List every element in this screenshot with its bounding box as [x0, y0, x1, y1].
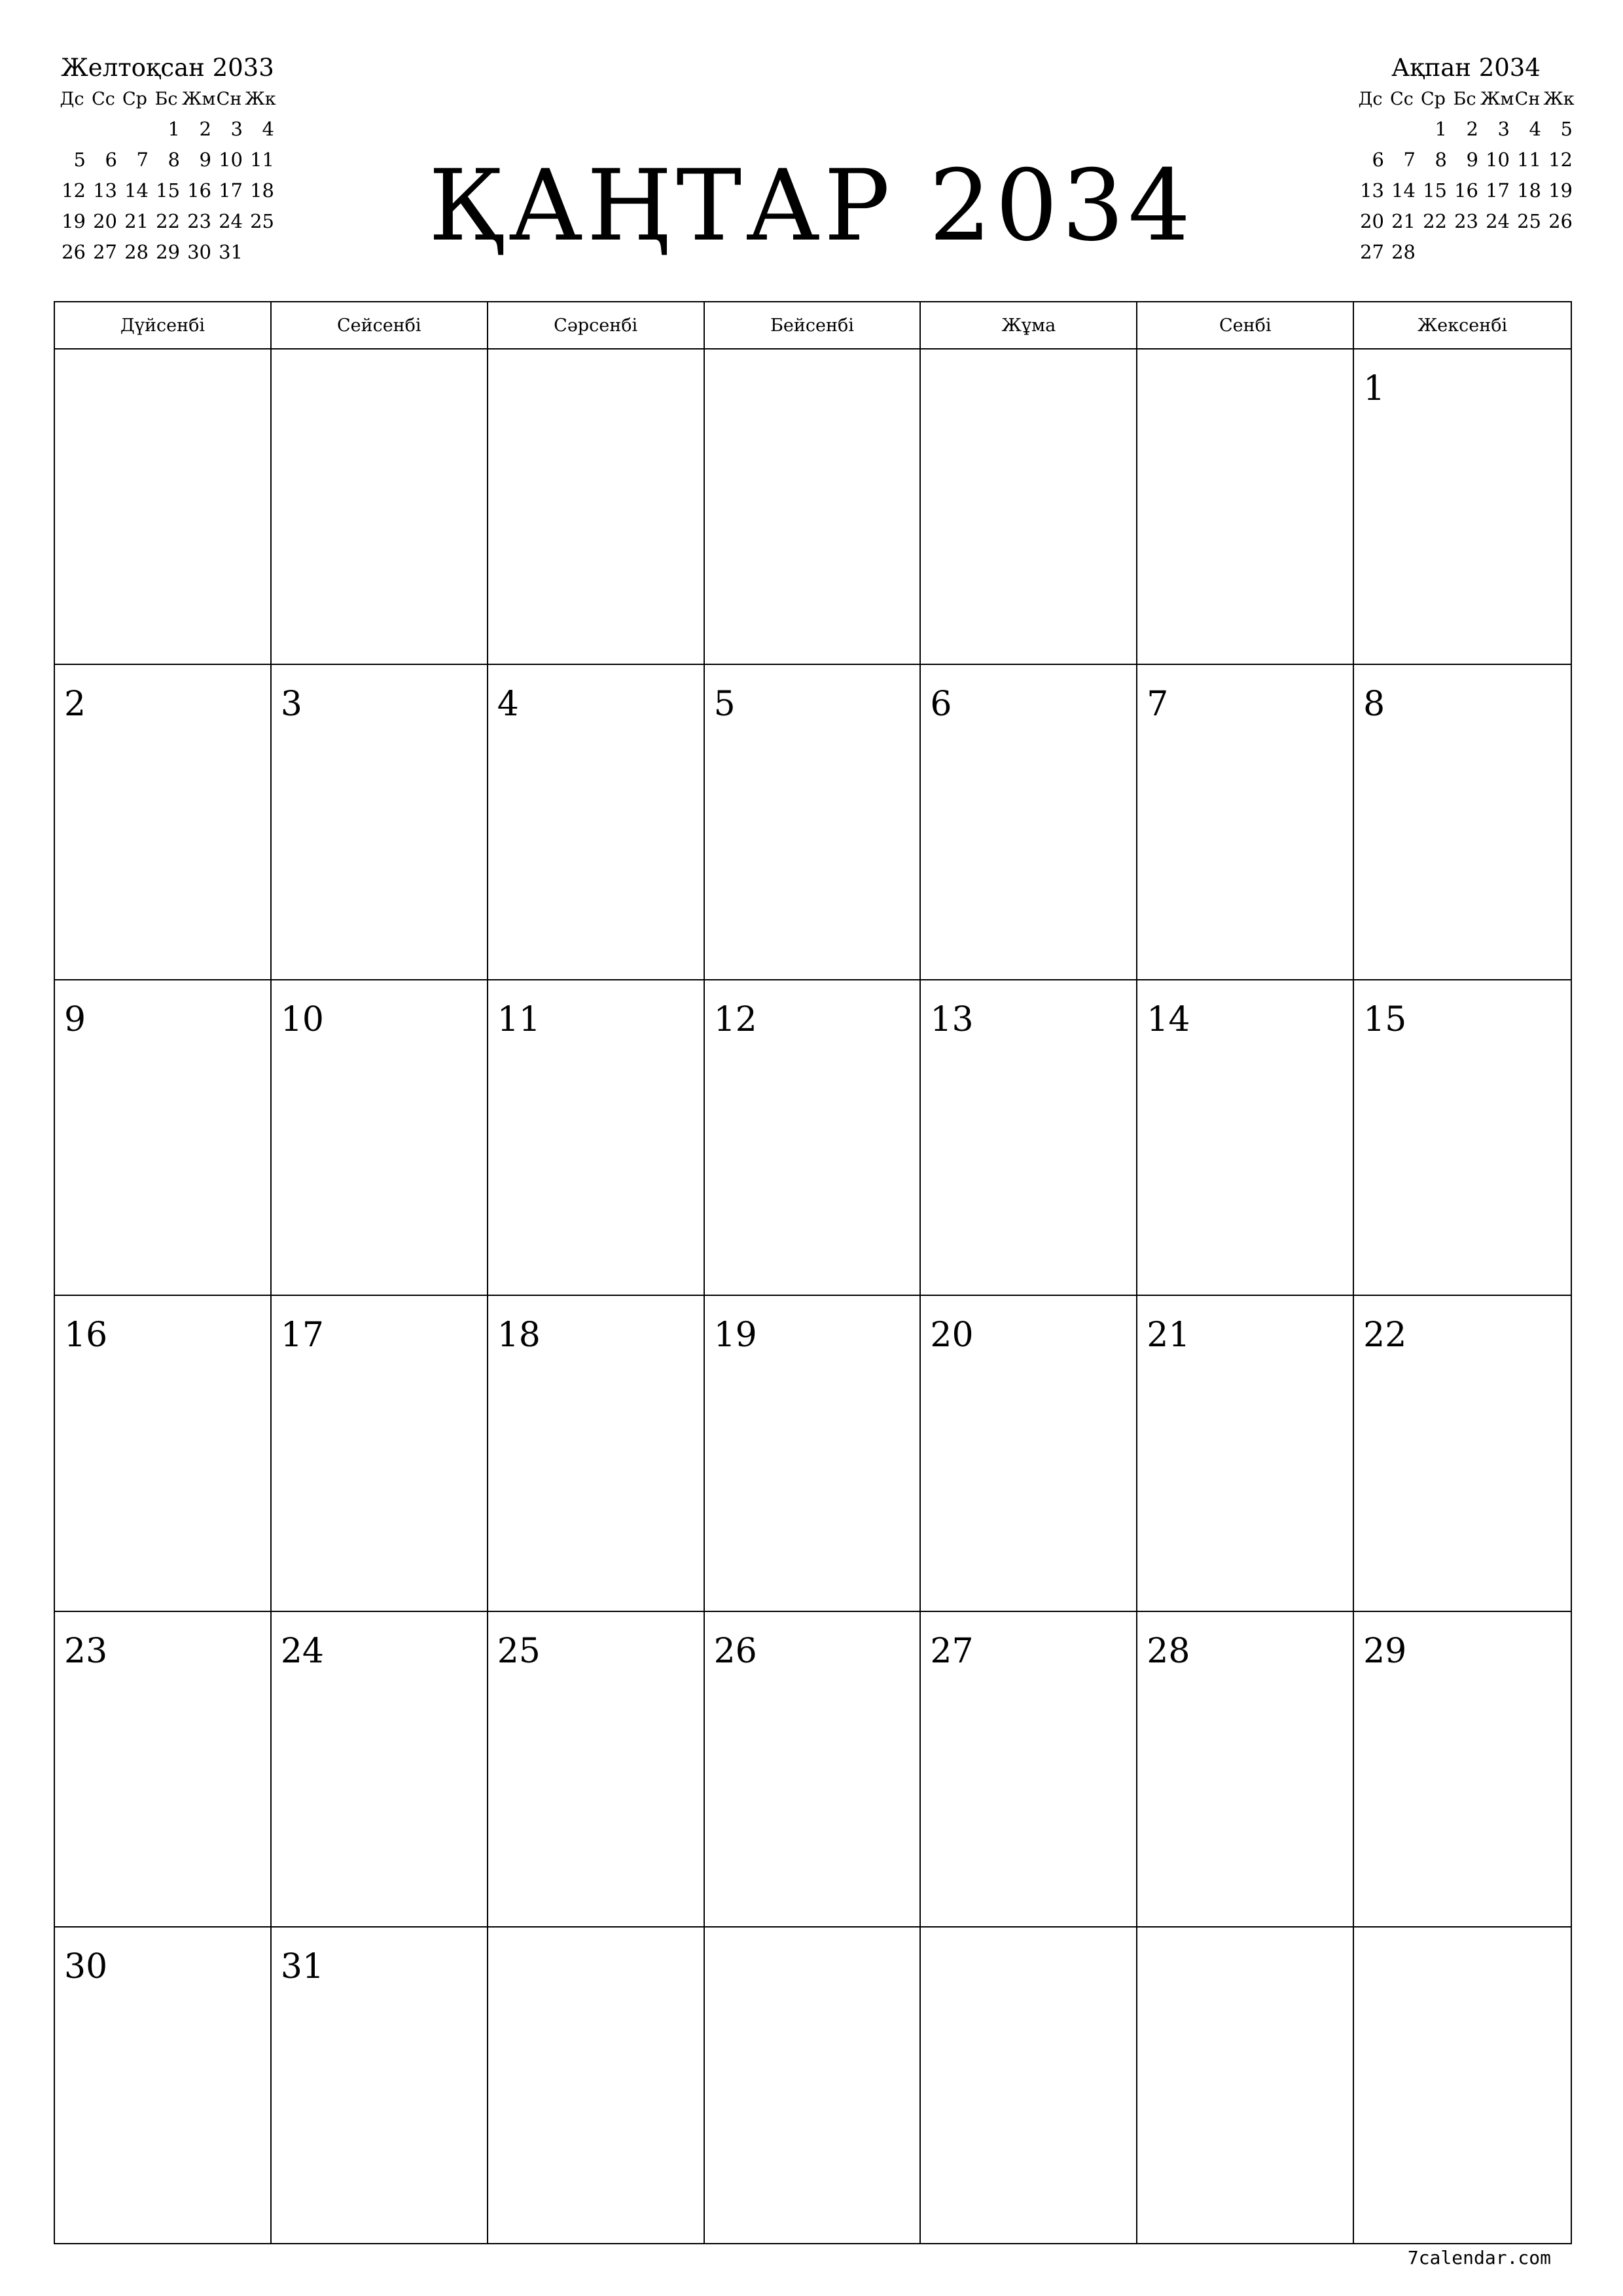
mini-day: 4 — [1529, 118, 1541, 140]
mini-day — [1480, 237, 1512, 268]
day-number: 6 — [930, 685, 952, 725]
next-weekday-label: Сс — [1390, 89, 1414, 109]
day-cell[interactable] — [1137, 350, 1354, 665]
mini-day: 24 — [1486, 210, 1510, 232]
mini-day — [1418, 237, 1449, 268]
day-cell[interactable] — [488, 1296, 705, 1611]
next-weekday-label: Дс — [1358, 89, 1383, 109]
day-number: 3 — [280, 685, 302, 725]
mini-day — [1449, 237, 1480, 268]
mini-day: 25 — [250, 210, 274, 232]
mini-day: 9 — [1466, 149, 1478, 171]
next-weekday-label: Бс — [1453, 89, 1476, 109]
day-cell[interactable] — [705, 665, 921, 980]
day-cell[interactable] — [55, 1612, 272, 1928]
day-number: 2 — [64, 685, 86, 725]
mini-day: 25 — [1517, 210, 1541, 232]
mini-day: 3 — [230, 118, 243, 140]
day-number: 11 — [497, 1000, 541, 1040]
mini-day: 18 — [250, 179, 274, 202]
weekday-header-friday: Жұма — [921, 302, 1137, 350]
mini-day: 22 — [1423, 210, 1447, 232]
mini-day: 19 — [62, 210, 86, 232]
mini-day: 5 — [73, 149, 86, 171]
weekday-header-thursday: Бейсенбі — [705, 302, 921, 350]
day-number: 26 — [713, 1631, 757, 1671]
day-cell[interactable] — [272, 1928, 488, 2243]
mini-day: 4 — [262, 118, 274, 140]
weekday-header-saturday: Сенбі — [1137, 302, 1354, 350]
mini-day: 6 — [105, 149, 117, 171]
mini-week-row — [1355, 237, 1577, 268]
weekday-header-sunday: Жексенбі — [1354, 302, 1571, 350]
mini-day: 14 — [124, 179, 149, 202]
day-cell[interactable] — [921, 1296, 1137, 1611]
day-number: 12 — [713, 1000, 757, 1040]
day-number: 18 — [497, 1316, 541, 1355]
mini-day: 24 — [219, 210, 243, 232]
mini-day: 12 — [1548, 149, 1573, 171]
mini-week-row — [1355, 175, 1577, 206]
day-cell[interactable] — [921, 980, 1137, 1296]
mini-day: 6 — [1372, 149, 1384, 171]
day-cell[interactable] — [705, 1296, 921, 1611]
mini-day: 3 — [1497, 118, 1510, 140]
mini-day: 2 — [199, 118, 211, 140]
day-cell[interactable] — [1137, 1928, 1354, 2243]
day-cell[interactable] — [488, 1612, 705, 1928]
mini-day: 28 — [1391, 241, 1416, 263]
mini-day: 17 — [1486, 179, 1510, 202]
mini-day: 26 — [62, 241, 86, 263]
day-cell[interactable] — [272, 350, 488, 665]
mini-day: 26 — [1548, 210, 1573, 232]
mini-day — [56, 114, 88, 145]
page-title: ҚАҢТАР 2034 — [428, 149, 1195, 263]
day-number: 16 — [64, 1316, 108, 1355]
mini-day: 11 — [250, 149, 274, 171]
mini-day — [1543, 237, 1575, 268]
day-number: 8 — [1363, 685, 1385, 725]
day-cell[interactable] — [921, 1928, 1137, 2243]
mini-day: 15 — [1423, 179, 1447, 202]
day-cell[interactable] — [55, 980, 272, 1296]
mini-day: 23 — [1454, 210, 1478, 232]
mini-day: 31 — [219, 241, 243, 263]
day-number: 13 — [930, 1000, 974, 1040]
day-cell[interactable] — [488, 1928, 705, 2243]
day-cell[interactable] — [272, 1296, 488, 1611]
day-number: 14 — [1147, 1000, 1190, 1040]
mini-day: 22 — [156, 210, 180, 232]
mini-day: 9 — [199, 149, 211, 171]
day-number: 17 — [280, 1316, 325, 1355]
next-month-days — [1355, 114, 1577, 268]
day-cell[interactable] — [272, 1612, 488, 1928]
day-number: 10 — [280, 1000, 325, 1040]
day-cell[interactable] — [1354, 1612, 1571, 1928]
mini-day — [1512, 237, 1543, 268]
next-month-mini-calendar — [1355, 51, 1577, 268]
mini-day: 18 — [1517, 179, 1541, 202]
day-number: 7 — [1147, 685, 1169, 725]
mini-day: 28 — [124, 241, 149, 263]
day-cell[interactable] — [488, 350, 705, 665]
mini-day: 11 — [1517, 149, 1541, 171]
day-cell[interactable] — [921, 665, 1137, 980]
mini-week-row — [1355, 114, 1577, 145]
day-cell[interactable] — [272, 665, 488, 980]
prev-weekday-label: Сс — [92, 89, 115, 109]
mini-day: 2 — [1466, 118, 1478, 140]
day-cell[interactable] — [55, 1296, 272, 1611]
mini-day: 13 — [1360, 179, 1384, 202]
mini-day: 7 — [1403, 149, 1416, 171]
mini-day: 21 — [124, 210, 149, 232]
day-cell[interactable] — [488, 665, 705, 980]
day-number: 25 — [497, 1631, 541, 1671]
weekday-header-wednesday: Сәрсенбі — [488, 302, 705, 350]
site-credit: 7calendar.com — [1407, 2247, 1551, 2269]
day-cell[interactable] — [705, 350, 921, 665]
mini-day — [88, 114, 119, 145]
mini-day: 10 — [1486, 149, 1510, 171]
prev-weekday-label: Жм — [182, 89, 216, 109]
prev-weekday-label: Ср — [122, 89, 147, 109]
day-number: 19 — [713, 1316, 757, 1355]
day-number: 29 — [1363, 1631, 1407, 1671]
day-cell[interactable] — [1137, 980, 1354, 1296]
mini-day: 20 — [93, 210, 117, 232]
mini-day: 13 — [93, 179, 117, 202]
mini-day: 17 — [219, 179, 243, 202]
next-month-title: Ақпан 2034 — [1391, 54, 1541, 82]
weekday-header-tuesday: Сейсенбі — [272, 302, 488, 350]
day-cell[interactable] — [55, 1928, 272, 2243]
day-cell[interactable] — [272, 980, 488, 1296]
day-number: 9 — [64, 1000, 86, 1040]
day-number: 15 — [1363, 1000, 1407, 1040]
day-cell[interactable] — [1354, 1296, 1571, 1611]
next-weekday-label: Ср — [1421, 89, 1446, 109]
day-number: 1 — [1363, 369, 1385, 408]
day-number: 28 — [1147, 1631, 1190, 1671]
day-number: 24 — [280, 1631, 325, 1671]
mini-day: 8 — [1435, 149, 1447, 171]
mini-day: 21 — [1391, 210, 1416, 232]
next-weekday-label: Жк — [1543, 89, 1575, 109]
day-cell[interactable] — [55, 350, 272, 665]
day-cell[interactable] — [1354, 350, 1571, 665]
mini-week-row — [56, 114, 279, 145]
month-grid — [54, 301, 1572, 2244]
day-cell[interactable] — [488, 980, 705, 1296]
mini-day: 10 — [219, 149, 243, 171]
prev-month-title: Желтоқсан 2033 — [61, 54, 274, 82]
day-cell[interactable] — [1354, 1928, 1571, 2243]
mini-day — [1355, 114, 1386, 145]
prev-weekday-label: Жк — [245, 89, 276, 109]
mini-day: 12 — [62, 179, 86, 202]
day-number: 4 — [497, 685, 519, 725]
mini-day: 29 — [156, 241, 180, 263]
mini-day: 5 — [1560, 118, 1573, 140]
prev-weekday-label: Сн — [216, 89, 242, 109]
day-cell[interactable] — [1354, 980, 1571, 1296]
prev-month-weekday-row — [56, 85, 279, 114]
day-number: 31 — [280, 1946, 325, 1986]
mini-day: 15 — [156, 179, 180, 202]
day-number: 23 — [64, 1631, 108, 1671]
prev-weekday-label: Бс — [154, 89, 178, 109]
day-number: 5 — [713, 685, 736, 725]
day-cell[interactable] — [1137, 1612, 1354, 1928]
day-number: 27 — [930, 1631, 974, 1671]
mini-week-row — [1355, 206, 1577, 237]
mini-day: 19 — [1548, 179, 1573, 202]
mini-day: 8 — [168, 149, 180, 171]
next-weekday-label: Жм — [1480, 89, 1514, 109]
mini-day: 27 — [1360, 241, 1384, 263]
day-cell[interactable] — [921, 350, 1137, 665]
day-cell[interactable] — [1354, 665, 1571, 980]
mini-day: 16 — [1454, 179, 1478, 202]
day-cell[interactable] — [55, 665, 272, 980]
day-number: 30 — [64, 1946, 108, 1986]
mini-day: 7 — [136, 149, 149, 171]
prev-weekday-label: Дс — [60, 89, 84, 109]
mini-day — [119, 114, 151, 145]
weekday-header-monday: Дүйсенбі — [55, 302, 272, 350]
day-cell[interactable] — [705, 1612, 921, 1928]
day-number: 22 — [1363, 1316, 1407, 1355]
next-weekday-label: Сн — [1514, 89, 1541, 109]
day-number: 21 — [1147, 1316, 1190, 1355]
mini-day: 1 — [168, 118, 180, 140]
day-number: 20 — [930, 1316, 974, 1355]
day-cell[interactable] — [705, 980, 921, 1296]
mini-day: 27 — [93, 241, 117, 263]
mini-day: 30 — [187, 241, 211, 263]
day-cell[interactable] — [705, 1928, 921, 2243]
mini-day: 1 — [1435, 118, 1447, 140]
mini-day: 14 — [1391, 179, 1416, 202]
day-cell[interactable] — [1137, 665, 1354, 980]
day-cell[interactable] — [1137, 1296, 1354, 1611]
mini-day: 20 — [1360, 210, 1384, 232]
day-cell[interactable] — [921, 1612, 1137, 1928]
next-month-weekday-row — [1355, 85, 1577, 114]
mini-week-row — [1355, 145, 1577, 175]
mini-day: 16 — [187, 179, 211, 202]
mini-day — [1386, 114, 1418, 145]
mini-day: 23 — [187, 210, 211, 232]
